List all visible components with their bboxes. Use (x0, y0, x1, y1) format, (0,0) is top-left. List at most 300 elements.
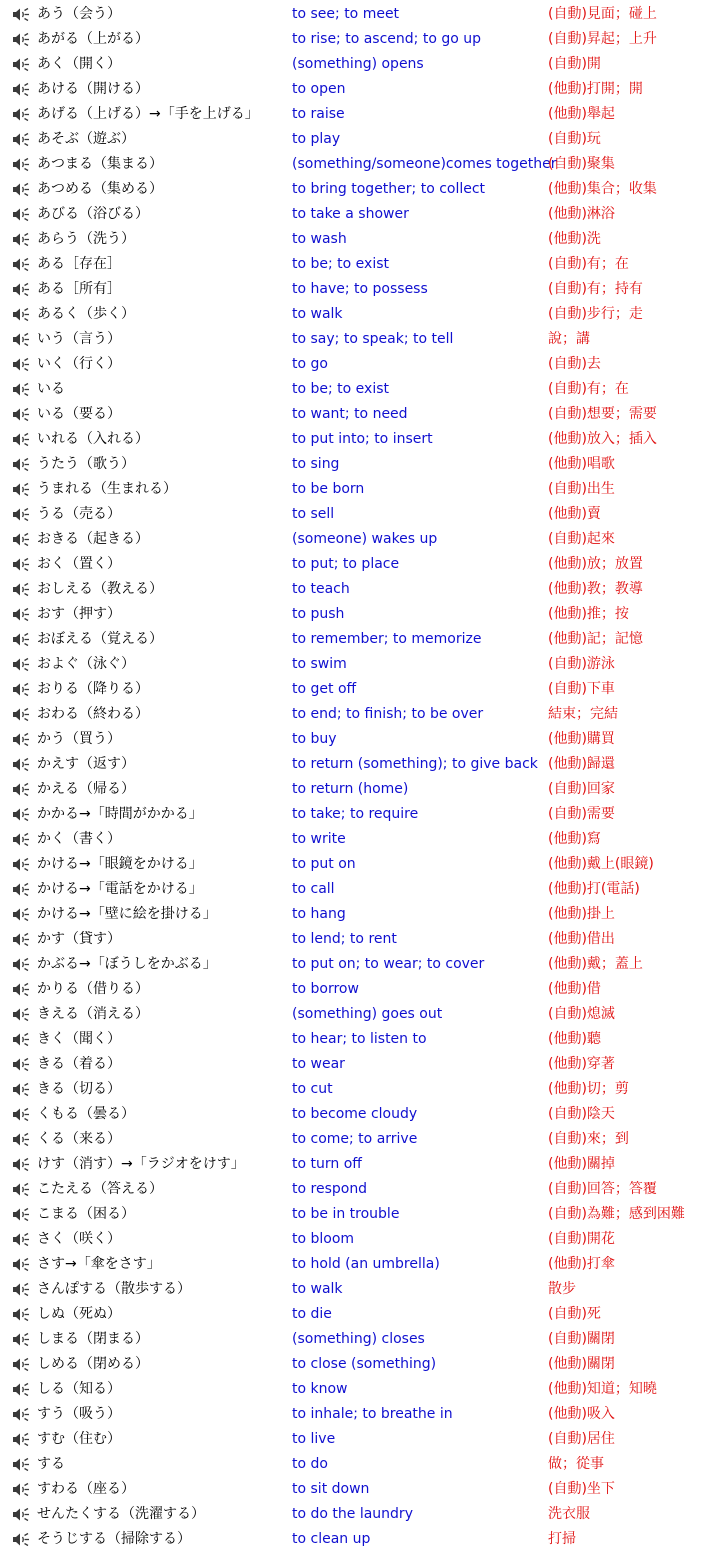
chinese-meaning: (他動)吸入 (548, 1406, 615, 1422)
speaker-icon[interactable] (12, 1382, 30, 1397)
english-meaning: to want; to need (292, 406, 408, 422)
english-meaning: to raise (292, 106, 345, 122)
english-meaning: to hang (292, 906, 346, 922)
speaker-icon[interactable] (12, 957, 30, 972)
japanese-word: あるく（歩く） (37, 306, 135, 322)
japanese-word: あつまる（集まる） (37, 156, 163, 172)
japanese-word: あつめる（集める） (37, 181, 163, 197)
chinese-meaning: (自動)關閉 (548, 1331, 615, 1347)
chinese-meaning: (自動)有；持有 (548, 281, 643, 297)
vocab-row (0, 527, 720, 552)
english-meaning: to put on; to wear; to cover (292, 956, 485, 972)
speaker-icon[interactable] (12, 657, 30, 672)
chinese-meaning: (自動)玩 (548, 131, 601, 147)
english-meaning: (something) closes (292, 1331, 425, 1347)
speaker-icon[interactable] (12, 407, 30, 422)
english-meaning: to call (292, 881, 335, 897)
english-meaning: to borrow (292, 981, 359, 997)
vocab-row (0, 502, 720, 527)
vocab-row (0, 1177, 720, 1202)
english-meaning: to take a shower (292, 206, 409, 222)
speaker-icon[interactable] (12, 982, 30, 997)
vocab-row (0, 1477, 720, 1502)
vocab-row (0, 677, 720, 702)
vocab-row (0, 1502, 720, 1527)
japanese-word: くる（来る） (37, 1131, 121, 1147)
english-meaning: to put; to place (292, 556, 400, 572)
english-meaning: to bloom (292, 1231, 355, 1247)
chinese-meaning: (他動)借出 (548, 931, 615, 947)
speaker-icon[interactable] (12, 932, 30, 947)
chinese-meaning: (他動)戴；蓋上 (548, 956, 643, 972)
english-meaning: (something) opens (292, 56, 424, 72)
chinese-meaning: (自動)死 (548, 1306, 601, 1322)
english-meaning: to live (292, 1431, 336, 1447)
chinese-meaning: (他動)借 (548, 981, 601, 997)
chinese-meaning: (自動)有；在 (548, 256, 629, 272)
english-meaning: to see; to meet (292, 6, 400, 22)
vocab-row (0, 952, 720, 977)
vocab-row (0, 1327, 720, 1352)
english-meaning: to walk (292, 306, 343, 322)
chinese-meaning: (他動)購買 (548, 731, 615, 747)
english-meaning: to respond (292, 1181, 368, 1197)
english-meaning: (something/someone)comes together (292, 156, 557, 172)
japanese-word: いく（行く） (37, 356, 121, 372)
speaker-icon[interactable] (12, 157, 30, 172)
japanese-word: そうじする（掃除する） (37, 1531, 191, 1547)
english-meaning: to take; to require (292, 806, 419, 822)
japanese-word: しめる（閉める） (37, 1356, 149, 1372)
english-meaning: (someone) wakes up (292, 531, 438, 547)
speaker-icon[interactable] (12, 1157, 30, 1172)
english-meaning: to come; to arrive (292, 1131, 418, 1147)
vocab-row (0, 802, 720, 827)
japanese-word: おしえる（教える） (37, 581, 163, 597)
japanese-word: する (37, 1456, 65, 1472)
vocab-row (0, 477, 720, 502)
english-meaning: to be in trouble (292, 1206, 400, 1222)
vocab-row (0, 902, 720, 927)
english-meaning: to play (292, 131, 341, 147)
english-meaning: to rise; to ascend; to go up (292, 31, 482, 47)
speaker-icon[interactable] (12, 432, 30, 447)
vocab-row (0, 252, 720, 277)
speaker-icon[interactable] (12, 507, 30, 522)
vocab-row (0, 652, 720, 677)
vocab-row (0, 177, 720, 202)
english-meaning: to get off (292, 681, 357, 697)
chinese-meaning: (自動)熄滅 (548, 1006, 615, 1022)
chinese-meaning: 做；從事 (548, 1456, 604, 1472)
vocab-row (0, 552, 720, 577)
japanese-word: うる（売る） (37, 506, 121, 522)
english-meaning: to put on (292, 856, 356, 872)
japanese-word: かう（買う） (37, 731, 121, 747)
speaker-icon[interactable] (12, 232, 30, 247)
chinese-meaning: (他動)寫 (548, 831, 601, 847)
vocab-row (0, 77, 720, 102)
speaker-icon[interactable] (12, 32, 30, 47)
speaker-icon[interactable] (12, 682, 30, 697)
vocab-row (0, 1227, 720, 1252)
japanese-word: さんぽする（散歩する） (37, 1281, 191, 1297)
chinese-meaning: (他動)集合；收集 (548, 181, 657, 197)
speaker-icon[interactable] (12, 1482, 30, 1497)
chinese-meaning: 打掃 (548, 1531, 576, 1547)
chinese-meaning: (他動)歸還 (548, 756, 615, 772)
vocab-row (0, 577, 720, 602)
speaker-icon[interactable] (12, 857, 30, 872)
speaker-icon[interactable] (12, 1357, 30, 1372)
english-meaning: to be; to exist (292, 256, 390, 272)
english-meaning: to return (home) (292, 781, 409, 797)
vocab-row (0, 1277, 720, 1302)
english-meaning: to teach (292, 581, 350, 597)
vocab-row (0, 1102, 720, 1127)
japanese-word: おわる（終わる） (37, 706, 149, 722)
japanese-word: あらう（洗う） (37, 231, 135, 247)
english-meaning: to sing (292, 456, 340, 472)
chinese-meaning: (他動)記；記憶 (548, 631, 643, 647)
speaker-icon[interactable] (12, 832, 30, 847)
japanese-word: おく（置く） (37, 556, 121, 572)
japanese-word: ある［存在］ (37, 256, 121, 272)
chinese-meaning: (自動)坐下 (548, 1481, 615, 1497)
chinese-meaning: (自動)想要；需要 (548, 406, 657, 422)
japanese-word: きる（着る） (37, 1056, 121, 1072)
vocab-row (0, 327, 720, 352)
chinese-meaning: (他動)淋浴 (548, 206, 615, 222)
speaker-icon[interactable] (12, 807, 30, 822)
speaker-icon[interactable] (12, 282, 30, 297)
speaker-icon[interactable] (12, 707, 30, 722)
speaker-icon[interactable] (12, 1057, 30, 1072)
vocab-row (0, 1427, 720, 1452)
speaker-icon[interactable] (12, 1457, 30, 1472)
vocab-row (0, 1377, 720, 1402)
english-meaning: to close (something) (292, 1356, 437, 1372)
speaker-icon[interactable] (12, 1182, 30, 1197)
vocab-row (0, 302, 720, 327)
vocab-row (0, 152, 720, 177)
vocab-row (0, 1152, 720, 1177)
chinese-meaning: (自動)起來 (548, 531, 615, 547)
vocab-row (0, 227, 720, 252)
english-meaning: to say; to speak; to tell (292, 331, 454, 347)
speaker-icon[interactable] (12, 357, 30, 372)
japanese-word: あげる（上げる）→「手を上げる」 (37, 106, 259, 122)
english-meaning: to buy (292, 731, 337, 747)
chinese-meaning: (自動)開 (548, 56, 601, 72)
chinese-meaning: (自動)去 (548, 356, 601, 372)
speaker-icon[interactable] (12, 1132, 30, 1147)
japanese-word: おぼえる（覚える） (37, 631, 163, 647)
japanese-word: あそぶ（遊ぶ） (37, 131, 135, 147)
vocab-row (0, 1402, 720, 1427)
chinese-meaning: (自動)回家 (548, 781, 615, 797)
speaker-icon[interactable] (12, 557, 30, 572)
vocab-row (0, 277, 720, 302)
english-meaning: to bring together; to collect (292, 181, 486, 197)
japanese-word: かえす（返す） (37, 756, 135, 772)
japanese-word: きく（聞く） (37, 1031, 121, 1047)
speaker-icon[interactable] (12, 107, 30, 122)
chinese-meaning: (自動)需要 (548, 806, 615, 822)
vocab-row (0, 27, 720, 52)
english-meaning: to remember; to memorize (292, 631, 482, 647)
vocab-row (0, 877, 720, 902)
chinese-meaning: (他動)賣 (548, 506, 601, 522)
chinese-meaning: (自動)游泳 (548, 656, 615, 672)
japanese-word: ある［所有］ (37, 281, 121, 297)
speaker-icon[interactable] (12, 1407, 30, 1422)
english-meaning: to clean up (292, 1531, 371, 1547)
vocabulary-list (0, 2, 720, 1552)
japanese-word: あがる（上がる） (37, 31, 149, 47)
english-meaning: (something) goes out (292, 1006, 443, 1022)
speaker-icon[interactable] (12, 1507, 30, 1522)
japanese-word: けす（消す）→「ラジオをけす」 (37, 1156, 245, 1172)
chinese-meaning: (他動)關掉 (548, 1156, 615, 1172)
speaker-icon[interactable] (12, 182, 30, 197)
speaker-icon[interactable] (12, 582, 30, 597)
japanese-word: おりる（降りる） (37, 681, 149, 697)
english-meaning: to swim (292, 656, 347, 672)
english-meaning: to push (292, 606, 345, 622)
vocab-row (0, 1202, 720, 1227)
english-meaning: to lend; to rent (292, 931, 397, 947)
vocab-row (0, 52, 720, 77)
vocab-row (0, 1452, 720, 1477)
english-meaning: to go (292, 356, 328, 372)
japanese-word: こたえる（答える） (37, 1181, 163, 1197)
english-meaning: to end; to finish; to be over (292, 706, 484, 722)
chinese-meaning: (他動)聽 (548, 1031, 601, 1047)
japanese-word: あびる（浴びる） (37, 206, 149, 222)
japanese-word: せんたくする（洗濯する） (37, 1506, 205, 1522)
chinese-meaning: (自動)回答；答覆 (548, 1181, 657, 1197)
vocab-row (0, 402, 720, 427)
vocab-row (0, 977, 720, 1002)
vocab-row (0, 1002, 720, 1027)
speaker-icon[interactable] (12, 57, 30, 72)
japanese-word: いる（要る） (37, 406, 121, 422)
speaker-icon[interactable] (12, 482, 30, 497)
vocab-row (0, 602, 720, 627)
japanese-word: およぐ（泳ぐ） (37, 656, 135, 672)
japanese-word: かえる（帰る） (37, 781, 135, 797)
vocab-row (0, 1352, 720, 1377)
chinese-meaning: (自動)居住 (548, 1431, 615, 1447)
english-meaning: to cut (292, 1081, 333, 1097)
speaker-icon[interactable] (12, 1282, 30, 1297)
japanese-word: おきる（起きる） (37, 531, 149, 547)
chinese-meaning: 散步 (548, 1281, 576, 1297)
speaker-icon[interactable] (12, 457, 30, 472)
japanese-word: くもる（曇る） (37, 1106, 135, 1122)
chinese-meaning: (他動)打傘 (548, 1256, 615, 1272)
speaker-icon[interactable] (12, 782, 30, 797)
speaker-icon[interactable] (12, 257, 30, 272)
vocab-row (0, 352, 720, 377)
english-meaning: to wash (292, 231, 347, 247)
chinese-meaning: (他動)放入；插入 (548, 431, 657, 447)
chinese-meaning: (自動)下車 (548, 681, 615, 697)
english-meaning: to die (292, 1306, 332, 1322)
japanese-word: いれる（入れる） (37, 431, 149, 447)
chinese-meaning: (他動)教；教導 (548, 581, 643, 597)
english-meaning: to know (292, 1381, 348, 1397)
chinese-meaning: (他動)舉起 (548, 106, 615, 122)
chinese-meaning: (他動)穿著 (548, 1056, 615, 1072)
speaker-icon[interactable] (12, 1257, 30, 1272)
vocab-row (0, 377, 720, 402)
speaker-icon[interactable] (12, 732, 30, 747)
speaker-icon[interactable] (12, 1532, 30, 1547)
english-meaning: to hear; to listen to (292, 1031, 427, 1047)
japanese-word: しぬ（死ぬ） (37, 1306, 121, 1322)
vocab-row (0, 1027, 720, 1052)
chinese-meaning: (他動)掛上 (548, 906, 615, 922)
japanese-word: かける→「眼鏡をかける」 (37, 856, 203, 872)
english-meaning: to be; to exist (292, 381, 390, 397)
speaker-icon[interactable] (12, 1332, 30, 1347)
english-meaning: to be born (292, 481, 365, 497)
vocab-row (0, 852, 720, 877)
chinese-meaning: (自動)陰天 (548, 1106, 615, 1122)
vocab-row (0, 777, 720, 802)
vocab-row (0, 2, 720, 27)
english-meaning: to have; to possess (292, 281, 428, 297)
japanese-word: こまる（困る） (37, 1206, 135, 1222)
english-meaning: to become cloudy (292, 1106, 418, 1122)
vocab-row (0, 927, 720, 952)
japanese-word: さす→「傘をさす」 (37, 1256, 161, 1272)
chinese-meaning: (他動)放；放置 (548, 556, 643, 572)
vocab-row (0, 752, 720, 777)
chinese-meaning: (自動)來；到 (548, 1131, 629, 1147)
english-meaning: to sit down (292, 1481, 370, 1497)
english-meaning: to write (292, 831, 346, 847)
speaker-icon[interactable] (12, 207, 30, 222)
japanese-word: きる（切る） (37, 1081, 121, 1097)
chinese-meaning: (他動)唱歌 (548, 456, 615, 472)
speaker-icon[interactable] (12, 1082, 30, 1097)
japanese-word: しまる（閉まる） (37, 1331, 149, 1347)
speaker-icon[interactable] (12, 632, 30, 647)
speaker-icon[interactable] (12, 82, 30, 97)
chinese-meaning: (自動)步行；走 (548, 306, 643, 322)
english-meaning: to open (292, 81, 346, 97)
speaker-icon[interactable] (12, 307, 30, 322)
chinese-meaning: (他動)關閉 (548, 1356, 615, 1372)
japanese-word: きえる（消える） (37, 1006, 149, 1022)
japanese-word: かす（貸す） (37, 931, 121, 947)
speaker-icon[interactable] (12, 332, 30, 347)
vocab-row (0, 702, 720, 727)
vocab-row (0, 827, 720, 852)
japanese-word: かぶる→「ぼうしをかぶる」 (37, 956, 217, 972)
speaker-icon[interactable] (12, 532, 30, 547)
chinese-meaning: (他動)切；剪 (548, 1081, 629, 1097)
chinese-meaning: (自動)為難；感到困難 (548, 1206, 685, 1222)
chinese-meaning: 說；講 (548, 331, 590, 347)
japanese-word: さく（咲く） (37, 1231, 121, 1247)
speaker-icon[interactable] (12, 1107, 30, 1122)
speaker-icon[interactable] (12, 382, 30, 397)
speaker-icon[interactable] (12, 757, 30, 772)
english-meaning: to turn off (292, 1156, 362, 1172)
japanese-word: かりる（借りる） (37, 981, 149, 997)
vocab-row (0, 727, 720, 752)
japanese-word: いう（言う） (37, 331, 121, 347)
vocab-row (0, 1052, 720, 1077)
english-meaning: to wear (292, 1056, 345, 1072)
english-meaning: to sell (292, 506, 335, 522)
japanese-word: うまれる（生まれる） (37, 481, 177, 497)
speaker-icon[interactable] (12, 607, 30, 622)
speaker-icon[interactable] (12, 1307, 30, 1322)
speaker-icon[interactable] (12, 1207, 30, 1222)
chinese-meaning: (他動)戴上(眼鏡) (548, 856, 654, 872)
chinese-meaning: (自動)開花 (548, 1231, 615, 1247)
chinese-meaning: (自動)昇起；上升 (548, 31, 657, 47)
japanese-word: かかる→「時間がかかる」 (37, 806, 203, 822)
chinese-meaning: (自動)有；在 (548, 381, 629, 397)
speaker-icon[interactable] (12, 882, 30, 897)
vocab-row (0, 1127, 720, 1152)
chinese-meaning: (他動)洗 (548, 231, 601, 247)
japanese-word: うたう（歌う） (37, 456, 135, 472)
vocab-row (0, 1302, 720, 1327)
japanese-word: かく（書く） (37, 831, 121, 847)
japanese-word: かける→「電話をかける」 (37, 881, 203, 897)
japanese-word: あける（開ける） (37, 81, 149, 97)
chinese-meaning: (自動)聚集 (548, 156, 615, 172)
english-meaning: to walk (292, 1281, 343, 1297)
japanese-word: すわる（座る） (37, 1481, 135, 1497)
chinese-meaning: 結束；完結 (548, 706, 618, 722)
english-meaning: to hold (an umbrella) (292, 1256, 440, 1272)
english-meaning: to do (292, 1456, 328, 1472)
vocab-row (0, 627, 720, 652)
english-meaning: to do the laundry (292, 1506, 413, 1522)
speaker-icon[interactable] (12, 1007, 30, 1022)
japanese-word: かける→「壁に絵を掛ける」 (37, 906, 217, 922)
english-meaning: to inhale; to breathe in (292, 1406, 453, 1422)
chinese-meaning: (自動)見面；碰上 (548, 6, 657, 22)
vocab-row (0, 127, 720, 152)
speaker-icon[interactable] (12, 1432, 30, 1447)
vocab-row (0, 452, 720, 477)
japanese-word: いる (37, 381, 65, 397)
speaker-icon[interactable] (12, 1032, 30, 1047)
japanese-word: あう（会う） (37, 6, 121, 22)
speaker-icon[interactable] (12, 132, 30, 147)
chinese-meaning: (他動)打(電話) (548, 881, 640, 897)
speaker-icon[interactable] (12, 7, 30, 22)
vocab-row (0, 1527, 720, 1552)
chinese-meaning: 洗衣服 (548, 1506, 590, 1522)
japanese-word: しる（知る） (37, 1381, 121, 1397)
vocab-row (0, 427, 720, 452)
speaker-icon[interactable] (12, 1232, 30, 1247)
chinese-meaning: (自動)出生 (548, 481, 615, 497)
speaker-icon[interactable] (12, 907, 30, 922)
vocab-row (0, 102, 720, 127)
japanese-word: あく（開く） (37, 56, 121, 72)
